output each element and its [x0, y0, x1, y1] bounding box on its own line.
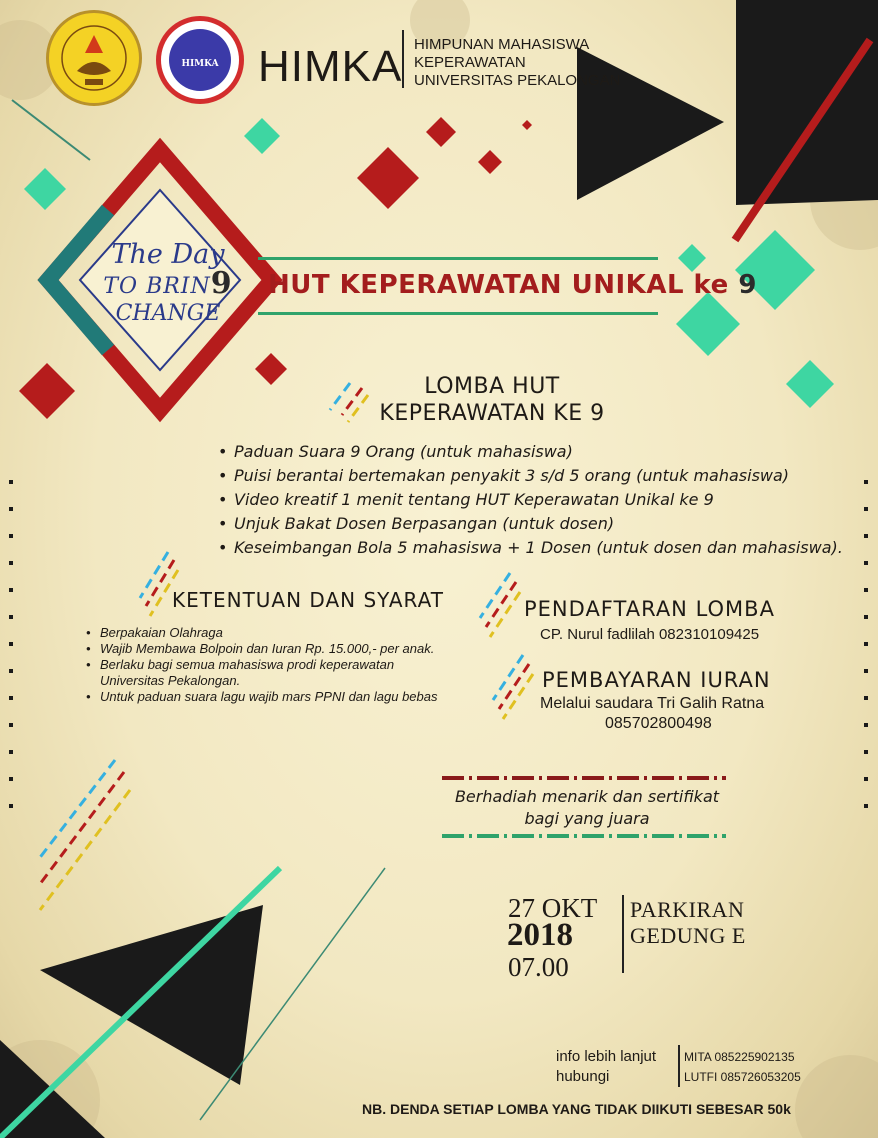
list-item: • Paduan Suara 9 Orang (untuk mahasiswa)	[218, 440, 843, 464]
event-time: 07.00	[508, 952, 569, 982]
contact-list	[684, 1047, 801, 1087]
list-item: • Keseimbangan Bola 5 mahasiswa + 1 Dosen (untuk dosen dan mahasiswa).	[218, 536, 843, 560]
teal-diamond	[678, 244, 706, 272]
red-diamond	[426, 117, 456, 147]
contact-item: LUTFI 085726053205	[684, 1070, 801, 1084]
venue-line: GEDUNG E	[630, 923, 746, 948]
contact-item: MITA 085225902135	[684, 1050, 795, 1064]
list-item: • Untuk paduan suara lagu wajib mars PPNI dan lagu bebas	[86, 689, 458, 705]
rules-heading: KETENTUAN DAN SYARAT	[172, 588, 444, 612]
org-full-name	[414, 36, 620, 90]
red-diamond	[357, 147, 419, 209]
list-item: • Unjuk Bakat Dosen Berpasangan (untuk dosen)	[218, 512, 843, 536]
org-full-line: UNIVERSITAS PEKALONGAN	[414, 72, 621, 89]
slogan-nine-mark: 9	[210, 266, 233, 301]
payment-contact-name: Melalui saudara Tri Galih Ratna	[540, 695, 765, 712]
teal-diamond	[676, 292, 740, 356]
slogan-line-3: CHANGE	[115, 301, 221, 326]
payment-heading: PEMBAYARAN IURAN	[542, 668, 771, 692]
list-item: • Puisi berantai bertemakan penyakit 3 s/d 5 orang (untuk mahasiswa)	[218, 464, 843, 488]
org-divider	[402, 30, 404, 88]
red-diamond	[522, 120, 532, 130]
org-full-line: HIMPUNAN MAHASISWA	[414, 36, 590, 53]
slogan-line-1: The Day	[111, 239, 225, 270]
teal-diamond	[24, 168, 66, 210]
list-item: • Berlaku bagi semua mahasiswa prodi keperawatan Universitas Pekalongan.	[86, 657, 458, 689]
registration-contact: CP. Nurul fadlilah 082310109425	[540, 626, 760, 643]
event-venue	[630, 897, 746, 949]
info-label-line: hubungi	[556, 1068, 610, 1085]
red-diamond	[478, 150, 502, 174]
registration-heading: PENDAFTARAN LOMBA	[524, 597, 775, 621]
teal-diagonal-line	[12, 100, 90, 160]
competitions-list	[218, 440, 843, 560]
org-short-name: HIMKA	[258, 42, 403, 91]
date-venue-divider	[622, 895, 624, 973]
list-item: • Berpakaian Olahraga	[86, 625, 458, 641]
slogan	[98, 240, 238, 327]
info-label	[556, 1047, 674, 1087]
event-title-number: 9	[738, 270, 757, 300]
competitions-heading-line: KEPERAWATAN KE 9	[379, 401, 605, 426]
info-divider	[678, 1045, 680, 1087]
red-diamond	[255, 353, 287, 385]
event-date: 27 OKT	[508, 893, 598, 923]
list-item: • Video kreatif 1 menit tentang HUT Keperawatan Unikal ke 9	[218, 488, 843, 512]
event-year: 2018	[507, 917, 573, 953]
himka-logo	[156, 16, 244, 104]
org-full-line: KEPERAWATAN	[414, 54, 526, 71]
payment-contact-phone: 085702800498	[605, 715, 712, 732]
title-rule-bottom	[258, 312, 658, 315]
list-item: • Wajib Membawa Bolpoin dan Iuran Rp. 15.000,- per anak.	[86, 641, 458, 657]
red-diamond	[19, 363, 75, 419]
prize-line: Berhadiah menarik dan sertifikat	[454, 787, 720, 806]
competitions-heading	[352, 373, 632, 427]
unikal-logo	[46, 10, 142, 106]
teal-diamond	[786, 360, 834, 408]
venue-line: PARKIRAN	[630, 897, 745, 922]
info-label-line: info lebih lanjut	[556, 1048, 657, 1065]
himka-logo-text: HIMKA	[181, 59, 219, 69]
footer-note: NB. DENDA SETIAP LOMBA YANG TIDAK DIIKUTI SEBESAR 50k	[362, 1101, 791, 1117]
rules-list	[86, 625, 458, 705]
black-triangle	[736, 0, 878, 205]
prize-line: bagi yang juara	[524, 809, 650, 828]
teal-diamond	[244, 118, 280, 154]
prize-note	[444, 786, 730, 830]
slogan-line-2: TO BRIN9	[103, 266, 233, 301]
title-rule-top	[258, 257, 658, 260]
event-title: HUT KEPERAWATAN UNIKAL ke 9	[268, 270, 757, 300]
competitions-heading-line: LOMBA HUT	[424, 374, 560, 399]
